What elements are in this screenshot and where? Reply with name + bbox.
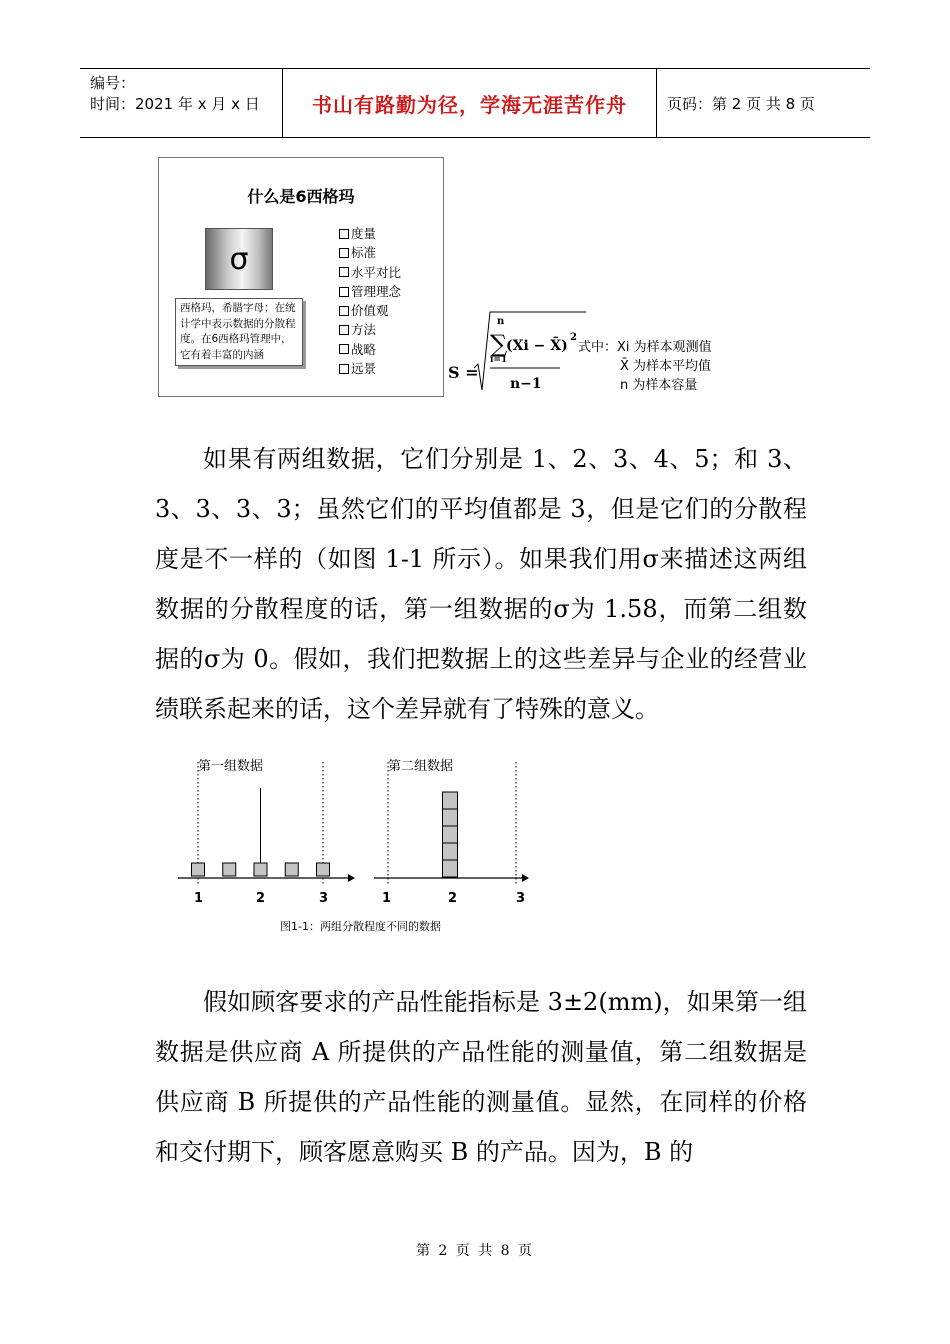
data-point-box: [443, 860, 458, 877]
concept-item: [339, 301, 401, 320]
sigma-symbol: σ: [229, 241, 249, 277]
concept-item: [339, 359, 401, 378]
body-paragraph-2: 假如顾客要求的产品性能指标是 3±2(mm)，如果第一组数据是供应商 A 所提供的产品性能的测量值，第二组数据是供应商 B 所提供的产品性能的测量值。显然，在同样的价格和交付期下，顾客愿意购买 B 的产品。因为，B 的: [155, 988, 807, 1166]
concept-item: [339, 340, 401, 359]
data-point-box: [223, 863, 236, 876]
chart-tick-label: 2: [256, 891, 266, 906]
checkbox-square-icon: [339, 287, 349, 297]
data-point-box: [285, 863, 298, 876]
concept-item: [339, 320, 401, 339]
axis-arrow-icon: [522, 874, 529, 882]
sigma-symbol-box: [205, 228, 273, 290]
concept-item: [339, 282, 401, 301]
formula-term: (Xi − X̄): [506, 338, 568, 354]
formula-note-n: n 为样本容量: [620, 378, 698, 393]
sum-lower-limit: i=1: [490, 355, 508, 365]
body-paragraph-1: 如果有两组数据，它们分别是 1、2、3、4、5；和 3、3、3、3、3；虽然它们的平均值都是 3，但是它们的分散程度是不一样的（如图 1-1 所示）。如果我们用σ来描述这两组数据的分散程度的话，第一组数据的σ为 1.58，而第二组数据的σ为 0。假如，我们把数据上的这些差异与企业的经营业绩联系起来的话，这个差异就有了特殊的意义。: [155, 445, 807, 723]
dispersion-chart: [170, 752, 540, 942]
header-page-info: 页码：第 2 页 共 8 页: [667, 94, 815, 113]
checkbox-square-icon: [339, 325, 349, 335]
sigma-note: 西格玛，希腊字母；在统计学中表示数据的分散程度。在6西格玛管理中，它有着丰富的内涵: [175, 298, 303, 366]
formula-note-xi: 式中：Xi 为样本观测值: [578, 340, 712, 355]
data-point-box: [317, 863, 330, 876]
page-header: [80, 68, 870, 138]
data-point-box: [254, 863, 267, 876]
formula-notes: [578, 338, 712, 395]
checkbox-square-icon: [339, 267, 349, 277]
checkbox-square-icon: [339, 229, 349, 239]
six-sigma-figure: [158, 157, 444, 397]
concept-label: 价值观: [351, 303, 389, 319]
chart-tick-label: 3: [319, 891, 329, 906]
checkbox-square-icon: [339, 364, 349, 374]
checkbox-square-icon: [339, 344, 349, 354]
concept-label: 管理理念: [351, 283, 402, 299]
chart-tick-label: 1: [194, 891, 204, 906]
data-point-box: [443, 792, 458, 809]
sum-upper-limit: n: [497, 316, 505, 327]
chart-group-title: 第二组数据: [388, 759, 454, 774]
data-point-box: [443, 809, 458, 826]
chart-group-title: 第一组数据: [198, 759, 264, 774]
concept-label: 度量: [351, 226, 377, 241]
concept-item: [339, 224, 401, 243]
chart-tick-label: 2: [448, 891, 458, 906]
document-number-label: 编号：: [90, 74, 136, 92]
concept-item: [339, 263, 401, 282]
page-footer: 第 2 页 共 8 页: [415, 1243, 535, 1259]
concept-label: 方法: [351, 322, 377, 338]
six-sigma-concept-list: [339, 224, 401, 378]
data-point-box: [443, 843, 458, 860]
checkbox-square-icon: [339, 306, 349, 316]
formula-lhs: S =: [448, 363, 479, 382]
concept-item: [339, 243, 401, 262]
formula-denominator: n−1: [510, 376, 542, 392]
sum-icon: ∑: [490, 330, 508, 358]
formula-power: 2: [570, 332, 577, 343]
concept-label: 战略: [351, 341, 377, 357]
header-motto: 书山有路勤为径，学海无涯苦作舟: [282, 69, 657, 137]
document-date-label: 时间：2021 年 x 月 x 日: [90, 95, 260, 113]
checkbox-square-icon: [339, 248, 349, 258]
chart-tick-label: 3: [516, 891, 526, 906]
formula-note-xbar: X̄ 为样本平均值: [620, 359, 712, 374]
data-point-box: [443, 826, 458, 843]
header-left-cell: [80, 69, 282, 137]
chart-caption: 图1-1：两组分散程度不同的数据: [280, 920, 441, 933]
concept-label: 远景: [351, 361, 377, 377]
axis-arrow-icon: [348, 874, 355, 882]
concept-label: 标准: [351, 245, 377, 261]
figure-title: 什么是6西格玛: [247, 187, 355, 206]
chart-tick-label: 1: [382, 891, 392, 906]
data-point-box: [192, 863, 205, 876]
concept-label: 水平对比: [351, 264, 402, 280]
std-dev-formula: [446, 306, 586, 398]
